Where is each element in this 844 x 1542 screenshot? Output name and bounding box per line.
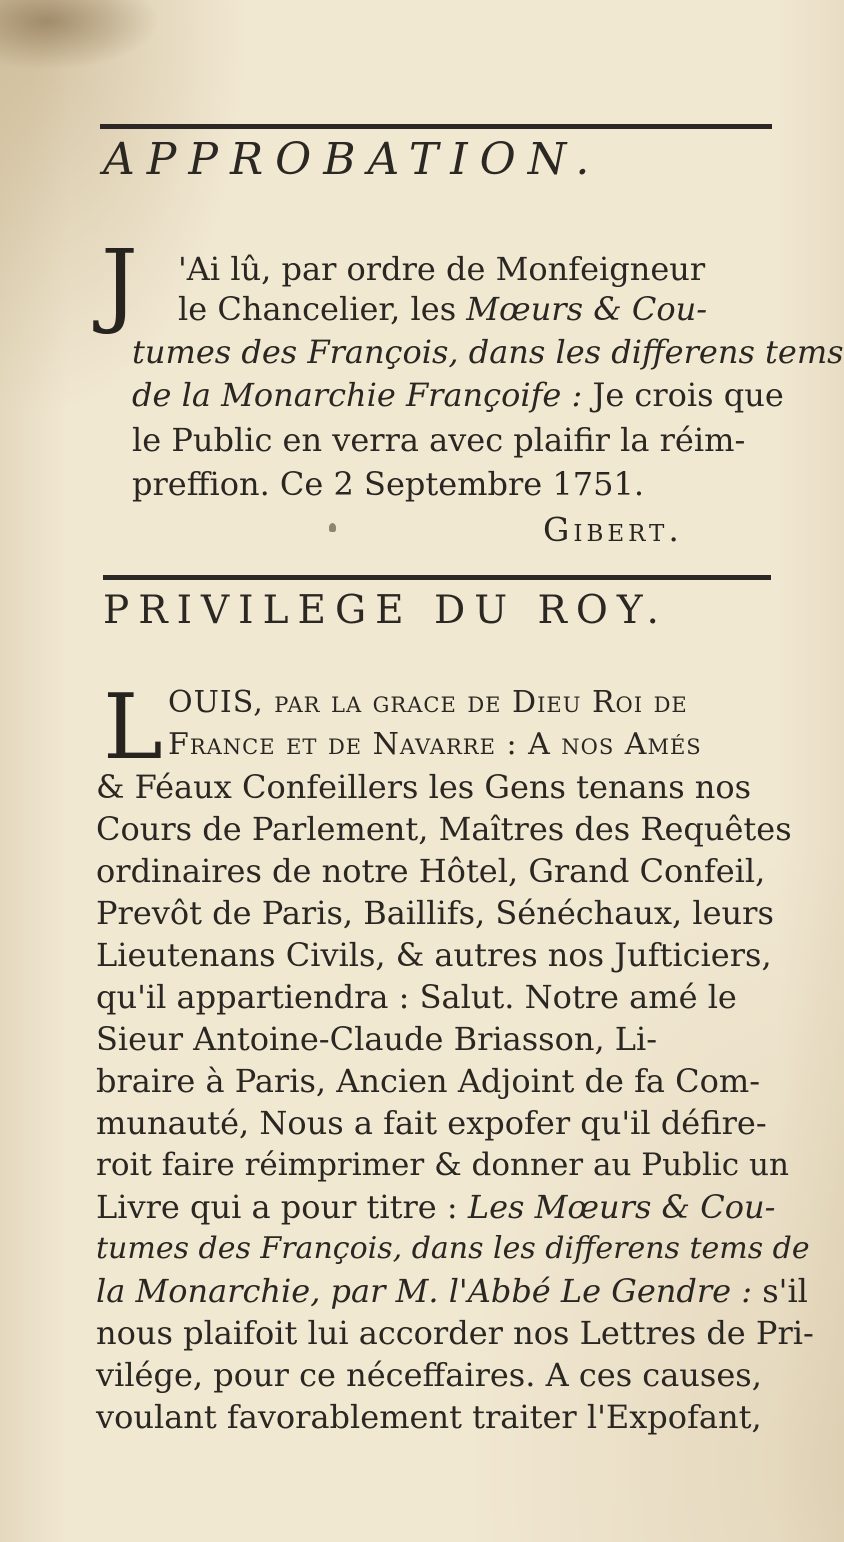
- privilege-dropcap: L: [103, 675, 163, 780]
- privilege-line-4: Cours de Parlement, Maîtres des Requêtes: [96, 810, 792, 848]
- privilege-line-14: tumes des François, dans les differens tems de: [96, 1231, 810, 1266]
- privilege-line-15-roman: s'il: [762, 1272, 808, 1310]
- approbation-line-3: tumes des François, dans les differens tems: [132, 333, 844, 371]
- privilege-line-18: voulant favorablement traiter l'Expofant,: [96, 1398, 762, 1436]
- approbation-line-5: le Public en verra avec plaifir la réim-: [132, 421, 746, 459]
- privilege-line-15: [96, 1268, 808, 1314]
- approbation-signature: Gibert.: [543, 510, 683, 549]
- approbation-heading: APPROBATION.: [103, 134, 602, 185]
- privilege-line-12: roit faire réimprimer & donner au Public un: [96, 1147, 789, 1183]
- privilege-heading: PRIVILEGE DU ROY.: [103, 588, 668, 633]
- approbation-line-6: preffion. Ce 2 Septembre 1751.: [132, 465, 645, 503]
- privilege-line-9: Sieur Antoine-Claude Briasson, Li-: [96, 1020, 658, 1058]
- top-ornamental-rule: [100, 124, 772, 129]
- privilege-line-7: Lieutenans Civils, & autres nos Jufticiers,: [96, 936, 772, 974]
- privilege-line-13a: Livre qui a pour titre :: [96, 1188, 468, 1226]
- privilege-line-10: braire à Paris, Ancien Adjoint de fa Com-: [96, 1062, 761, 1100]
- approbation-line-2-italic: Mœurs & Cou-: [466, 290, 708, 328]
- privilege-line-13-italic: Les Mœurs & Cou-: [467, 1188, 776, 1226]
- privilege-line-16: nous plaifoit lui accorder nos Lettres de Pri-: [96, 1314, 814, 1352]
- approbation-line-4: [132, 372, 784, 418]
- privilege-line-17: vilége, pour ce néceffaires. A ces causes,: [96, 1356, 762, 1394]
- privilege-line-8: qu'il appartiendra : Salut. Notre amé le: [96, 978, 737, 1016]
- privilege-line-1: OUIS, par la grace de Dieu Roi de: [168, 685, 688, 720]
- approbation-line-4-italic: de la Monarchie Françoife :: [132, 376, 593, 414]
- privilege-line-2: France et de Navarre : A nos Amés: [168, 727, 702, 762]
- privilege-line-5: ordinaires de notre Hôtel, Grand Confeil,: [96, 852, 766, 890]
- privilege-line-15-italic: la Monarchie, par M. l'Abbé Le Gendre :: [96, 1272, 763, 1310]
- privilege-line-6: Prevôt de Paris, Baillifs, Sénéchaux, leurs: [96, 894, 774, 932]
- approbation-line-4-roman: Je crois que: [592, 376, 784, 414]
- corner-stain: [0, 0, 160, 70]
- approbation-dropcap: J: [101, 230, 138, 337]
- approbation-line-2: [178, 286, 707, 332]
- middle-ornamental-rule: [103, 575, 771, 580]
- ink-mark: [329, 523, 336, 532]
- privilege-line-13: [96, 1184, 775, 1230]
- privilege-line-11: munauté, Nous a fait expofer qu'il défire-: [96, 1104, 767, 1142]
- privilege-line-3: & Féaux Confeillers les Gens tenans nos: [96, 768, 752, 806]
- approbation-line-2a: le Chancelier, les: [178, 290, 467, 328]
- approbation-line-1: 'Ai lû, par ordre de Monfeigneur: [178, 250, 706, 288]
